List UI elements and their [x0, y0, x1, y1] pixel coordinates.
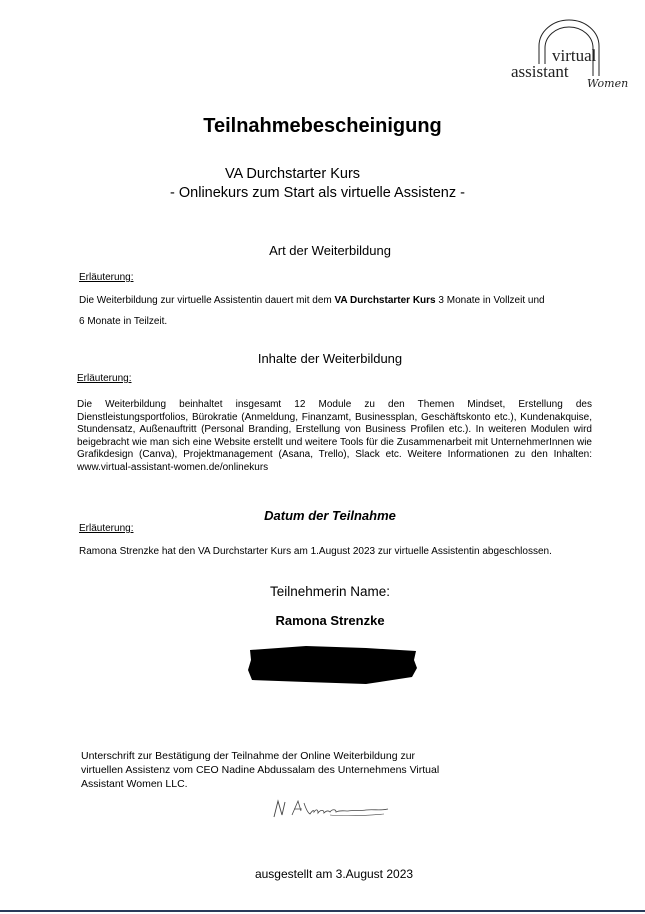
course-description: - Onlinekurs zum Start als virtuelle Assistenz -	[170, 185, 465, 201]
section-heading-contents: Inhalte der Weiterbildung	[257, 351, 403, 366]
certificate-title: Teilnahmebescheinigung	[203, 115, 442, 137]
page-bottom-border	[0, 910, 645, 912]
confirmation-line-3: Assistant Women LLC.	[81, 778, 188, 790]
company-logo	[505, 16, 635, 91]
section-text-date: Ramona Strenzke hat den VA Durchstarter Kurs am 1.August 2023 zur virtuelle Assistentin abgeschlossen.	[79, 546, 552, 557]
redaction-bar	[246, 644, 418, 686]
issue-date: ausgestellt am 3.August 2023	[254, 867, 414, 881]
section-label-type: Erläuterung:	[79, 272, 134, 283]
confirmation-text	[81, 749, 521, 791]
participant-label: Teilnehmerin Name:	[269, 584, 391, 599]
course-name-bold: VA Durchstarter Kurs	[334, 295, 436, 306]
section-text-type-line2: 6 Monate in Teilzeit.	[79, 316, 168, 327]
ceo-signature	[270, 797, 394, 821]
confirmation-line-1: Unterschrift zur Bestätigung der Teilnahme der Online Weiterbildung zur	[81, 750, 416, 762]
logo-text-virtual: virtual	[552, 46, 597, 65]
participant-name: Ramona Strenzke	[275, 613, 385, 628]
section-label-date: Erläuterung:	[79, 523, 134, 534]
section-heading-date: Datum der Teilnahme	[264, 508, 396, 523]
logo-text-women: Women	[587, 77, 629, 90]
logo-text-assistant: assistant	[511, 62, 569, 81]
confirmation-line-2: virtuellen Assistenz vom CEO Nadine Abdussalam des Unternehmens Virtual	[81, 764, 440, 776]
section-label-contents: Erläuterung:	[77, 373, 132, 384]
section-text-type: Die Weiterbildung zur virtuelle Assistentin dauert mit dem VA Durchstarter Kurs 3 Monate in Vollzeit und	[79, 295, 545, 306]
section-text-contents: Die Weiterbildung beinhaltet insgesamt 12 Module zu den Themen Mindset, Erstellung des Dienstleistungsportfolios, Bürokratie (Anmeldung, Finanzamt, Businessplan, Geschäftskonto etc.), Kundenakquise, Stundensatz, Außenauftritt (Personal Branding, Erstellung von Business Profilen etc.). In weiteren Modulen wird beigebracht wie man sich eine Website erstellt und weitere Tools für die Zusammenarbeit mit UnternehmerInnen wie Grafikdesign (Canva), Projektmanagement (Asana, Trello), Slack etc. Weitere Informationen zu den Inhalten: www.virtual-assistant-women.de/onlinekurs	[77, 399, 592, 473]
section-heading-type: Art der Weiterbildung	[269, 243, 391, 258]
course-name: VA Durchstarter Kurs	[224, 166, 361, 182]
